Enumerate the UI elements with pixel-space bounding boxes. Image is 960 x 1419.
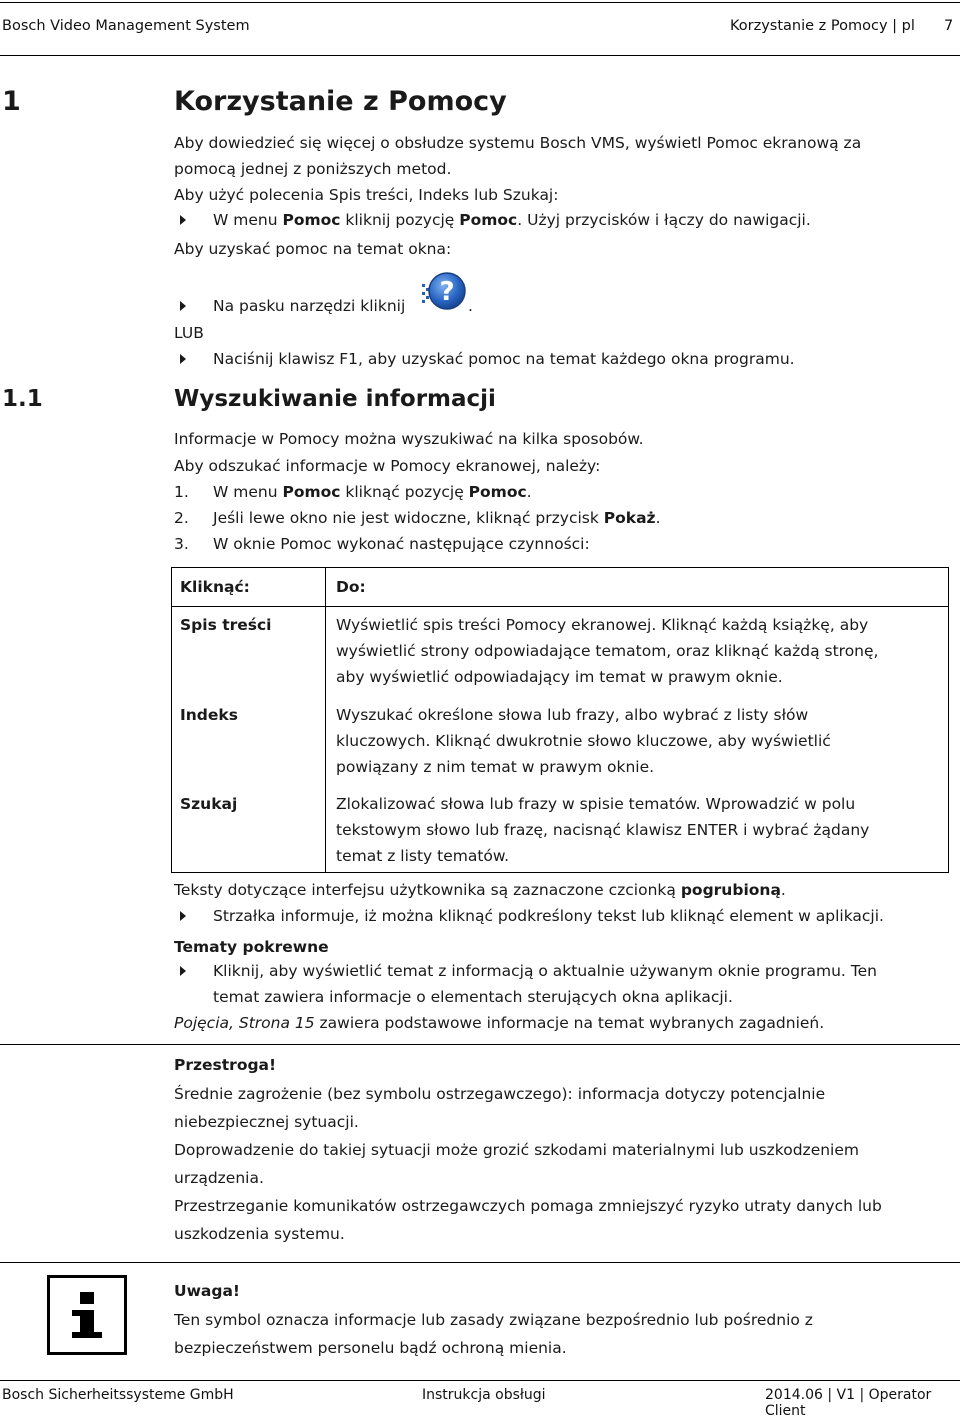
chapter-title: Korzystanie z Pomocy bbox=[174, 86, 507, 117]
bullet-toolbar: Na pasku narzędzi kliknij bbox=[213, 297, 406, 315]
step-text: Jeśli lewe okno nie jest widoczne, kliknąć przycisk Pokaż. bbox=[213, 509, 661, 527]
chapter-number: 1 bbox=[2, 86, 21, 117]
footer-doc-type: Instrukcja obsługi bbox=[422, 1387, 546, 1403]
concepts-link[interactable]: Pojęcia, Strona 15 bbox=[174, 1014, 315, 1032]
page-number: 7 bbox=[944, 18, 954, 34]
header-bottom-rule bbox=[0, 55, 960, 56]
related-topics-heading: Tematy pokrewne bbox=[174, 938, 329, 956]
table-row-desc: Wyświetlić spis treści Pomocy ekranowej. Kliknąć każdą książkę, aby wyświetlić strony odpowiadające tematom, oraz kliknąć każdą stronę, aby wyświetlić odpowiadający im temat w prawym oknie. bbox=[336, 616, 879, 686]
step-number: 2. bbox=[174, 509, 189, 527]
step-text: W menu Pomoc kliknąć pozycję Pomoc. bbox=[213, 483, 532, 501]
svg-text:?: ? bbox=[439, 277, 455, 307]
or-label: LUB bbox=[174, 324, 204, 342]
table-row-key: Szukaj bbox=[180, 795, 238, 813]
window-intro: Aby uzyskać pomoc na temat okna: bbox=[174, 240, 452, 258]
caution-body: Średnie zagrożenie (bez symbolu ostrzegawczego): informacja dotyczy potencjalnie niebezpiecznej sytuacji. Doprowadzenie do takiej sytuacji może grozić szkodami materialnymi lub uszkodzeniem urządzenia. Przestrzeganie komunikatów ostrzegawczych pomaga zmniejszyć ryzyko utraty danych lub uszkodzenia systemu. bbox=[174, 1085, 882, 1243]
action-arrow-icon bbox=[180, 966, 186, 976]
intro-line-1: Aby dowiedzieć się więcej o obsłudze systemu Bosch VMS, wyświetl Pomoc ekranową za bbox=[174, 134, 862, 152]
ui-text-note: Teksty dotyczące interfejsu użytkownika są zaznaczone czcionką pogrubioną. bbox=[174, 881, 786, 899]
action-arrow-icon bbox=[180, 215, 186, 225]
notice-body: Ten symbol oznacza informacje lub zasady związane bezpośrednio lub pośrednio z bezpieczeństwem personelu bądź ochroną mienia. bbox=[174, 1311, 813, 1357]
table-row-key: Indeks bbox=[180, 706, 238, 724]
table-column-divider bbox=[325, 568, 326, 872]
header-top-rule bbox=[0, 2, 960, 3]
section-number: 1.1 bbox=[2, 386, 43, 412]
caution-rule bbox=[0, 1044, 960, 1045]
table-header-divider bbox=[172, 606, 948, 607]
notice-title: Uwaga! bbox=[174, 1282, 240, 1300]
table-header-to: Do: bbox=[336, 578, 366, 596]
action-arrow-icon bbox=[180, 354, 186, 364]
info-icon bbox=[47, 1275, 127, 1355]
table-row-desc: Zlokalizować słowa lub frazy w spisie tematów. Wprowadzić w polu tekstowym słowo lub frazę, nacisnąć klawisz ENTER i wybrać żądany temat z listy tematów. bbox=[336, 795, 870, 865]
section-line-1: Informacje w Pomocy można wyszukiwać na kilka sposobów. bbox=[174, 430, 644, 448]
section-title: Wyszukiwanie informacji bbox=[174, 386, 496, 412]
help-question-icon bbox=[420, 268, 468, 316]
notice-rule bbox=[0, 1262, 960, 1263]
table-row-key: Spis treści bbox=[180, 616, 272, 634]
header-product: Bosch Video Management System bbox=[2, 18, 250, 34]
section-line-2: Aby odszukać informacje w Pomocy ekranowej, należy: bbox=[174, 457, 601, 475]
concepts-reference: Pojęcia, Strona 15 zawiera podstawowe informacje na temat wybranych zagadnień. bbox=[174, 1014, 825, 1032]
related-line-2: temat zawiera informacje o elementach sterujących okna aplikacji. bbox=[213, 988, 733, 1006]
caution-title: Przestroga! bbox=[174, 1056, 277, 1074]
footer-version: 2014.06 | V1 | Operator Client bbox=[765, 1387, 932, 1419]
footer-rule bbox=[0, 1380, 960, 1381]
action-arrow-icon bbox=[180, 301, 186, 311]
toc-intro: Aby użyć polecenia Spis treści, Indeks lub Szukaj: bbox=[174, 186, 559, 204]
step-number: 3. bbox=[174, 535, 189, 553]
bullet-f1: Naciśnij klawisz F1, aby uzyskać pomoc na temat każdego okna programu. bbox=[213, 350, 795, 368]
intro-line-2: pomocą jednej z poniższych metod. bbox=[174, 160, 452, 178]
footer-company: Bosch Sicherheitssysteme GmbH bbox=[2, 1387, 234, 1403]
bullet-menu-help: W menu Pomoc kliknij pozycję Pomoc. Użyj przycisków i łączy do nawigacji. bbox=[213, 211, 811, 229]
step-text: W oknie Pomoc wykonać następujące czynności: bbox=[213, 535, 590, 553]
bullet-toolbar-period: . bbox=[468, 297, 473, 315]
table-header-click: Kliknąć: bbox=[180, 578, 250, 596]
header-section: Korzystanie z Pomocy | pl bbox=[730, 18, 915, 34]
help-tabs-table bbox=[171, 567, 949, 873]
action-arrow-icon bbox=[180, 911, 186, 921]
related-line-1: Kliknij, aby wyświetlić temat z informacją o aktualnie używanym oknie programu. Ten bbox=[213, 962, 877, 980]
arrow-note: Strzałka informuje, iż można kliknąć podkreślony tekst lub kliknąć element w aplikacji. bbox=[213, 907, 884, 925]
table-row-desc: Wyszukać określone słowa lub frazy, albo wybrać z listy słów kluczowych. Kliknąć dwukrotnie słowo kluczowe, aby wyświetlić powiązany z nim temat w prawym oknie. bbox=[336, 706, 831, 776]
step-number: 1. bbox=[174, 483, 189, 501]
